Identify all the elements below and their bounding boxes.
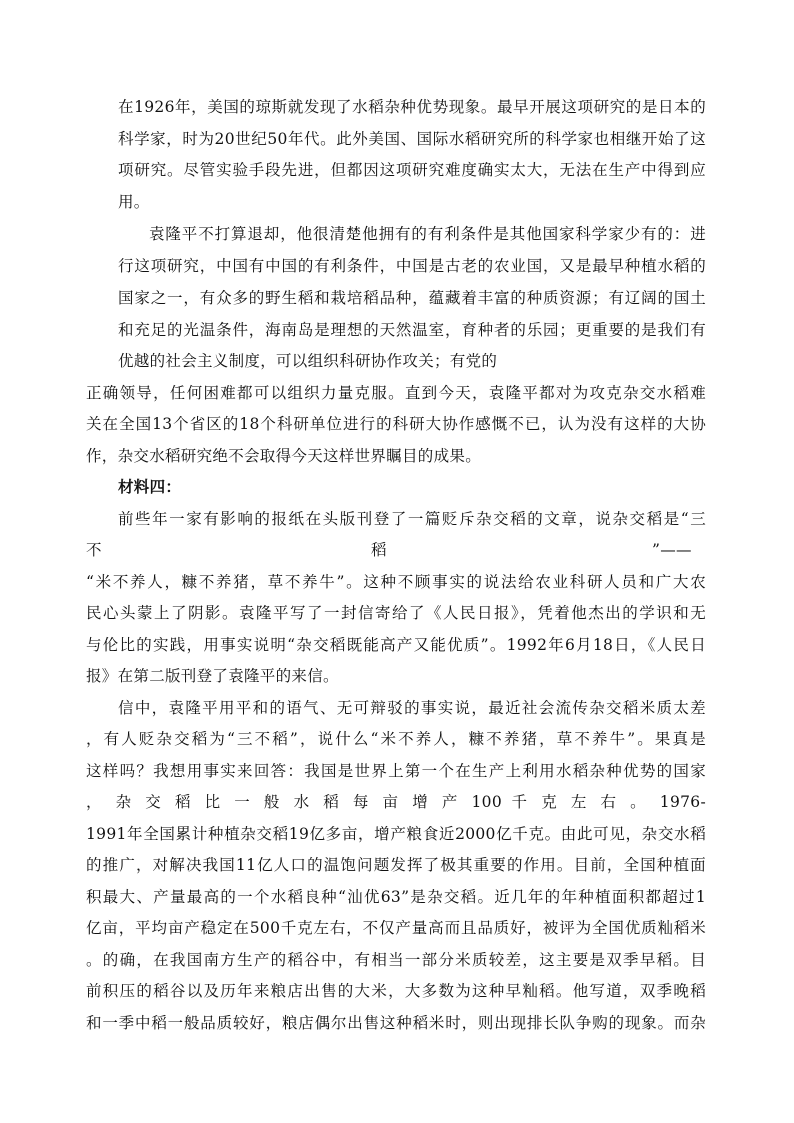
text-line: ， 杂 交 稻 比 一 般 水 稻 每 亩 增 产 100 千 克 左 右 。 1976- [86, 793, 706, 811]
text-line: 。的确，在我国南方生产的稻谷中，有相当一部分米质较差，这主要是双季早稻。目 [86, 951, 706, 969]
text-line: 和充足的光温条件，海南岛是理想的天然温室，育种者的乐园；更重要的是我们有 [118, 321, 706, 339]
section-heading: 材料四： [118, 477, 182, 496]
text-line: 的推广，对解决我国11亿人口的温饱问题发挥了极其重要的作用。目前，全国种植面 [86, 856, 706, 874]
text-line: ，有人贬杂交稻为“三不稻”，说什么“米不养人，糠不养猪，草不养牛”。果真是 [86, 730, 706, 748]
text-line: 和一季中稻一般品质较好，粮店偶尔出售这种稻米时，则出现排长队争购的现象。而杂 [86, 1014, 706, 1032]
text-line: 亿亩，平均亩产稳定在500千克左右，不仅产量高而且品质好，被评为全国优质籼稻米 [86, 919, 706, 937]
text-line: 不 [86, 541, 102, 559]
text-line: 前积压的稻谷以及历年来粮店出售的大米，大多数为这种早籼稻。他写道，双季晚稻 [86, 982, 706, 1000]
text-line: 1991年全国累计种植杂交稻19亿多亩，增产粮食近2000亿千克。由此可见，杂交水稻 [86, 825, 706, 843]
text-line: 作，杂交水稻研究绝不会取得今天这样世界瞩目的成果。 [86, 447, 482, 465]
text-line: 与伦比的实践，用事实说明“杂交稻既能高产又能优质”。1992年6月18日，《人民日 [86, 636, 706, 654]
text-line: 袁隆平不打算退却，他很清楚他拥有的有利条件是其他国家科学家少有的：进 [149, 225, 706, 243]
text-line: 这样吗？我想用事实来回答：我国是世界上第一个在生产上利用水稻杂种优势的国家 [86, 762, 706, 780]
text-line: 民心头蒙上了阴影。袁隆平写了一封信寄给了《人民日报》，凭着他杰出的学识和无 [86, 604, 706, 622]
text-line: “米不养人，糠不养猪，草不养牛”。这种不顾事实的说法给农业科研人员和广大农 [86, 573, 706, 591]
text-line: 报》在第二版刊登了袁隆平的来信。 [86, 667, 339, 685]
text-line: 稻 [371, 541, 387, 559]
text-line: 信中，袁隆平用平和的语气、无可辩驳的事实说，最近社会流传杂交稻米质太差 [118, 699, 706, 717]
text-line: 关在全国13个省区的18个科研单位进行的科研大协作感慨不已，认为没有这样的大协 [86, 415, 706, 433]
text-line: 积最大、产量最高的一个水稻良种“汕优63”是杂交稻。近几年的年种植面积都超过1 [86, 888, 706, 906]
text-line: 国家之一，有众多的野生稻和栽培稻品种，蕴藏着丰富的种质资源；有辽阔的国土 [118, 289, 706, 307]
text-line: 优越的社会主义制度，可以组织科研协作攻关；有党的 [118, 352, 498, 370]
text-line: 项研究。尽管实验手段先进，但都因这项研究难度确实太大，无法在生产中得到应 [118, 161, 706, 179]
text-line: 前些年一家有影响的报纸在头版刊登了一篇贬斥杂交稻的文章，说杂交稻是“三 [118, 510, 706, 528]
text-line: 科学家，时为20世纪50年代。此外美国、国际水稻研究所的科学家也相继开始了这 [118, 130, 706, 148]
text-line: 正确领导，任何困难都可以组织力量克服。直到今天，袁隆平都对为攻克杂交水稻难 [86, 384, 706, 402]
text-line: ”—— [652, 541, 692, 559]
text-line: 在1926年，美国的琼斯就发现了水稻杂种优势现象。最早开展这项研究的是日本的 [118, 98, 706, 116]
text-line: 用。 [118, 193, 150, 211]
text-line: 行这项研究，中国有中国的有利条件，中国是古老的农业国，又是最早种植水稻的 [118, 257, 706, 275]
